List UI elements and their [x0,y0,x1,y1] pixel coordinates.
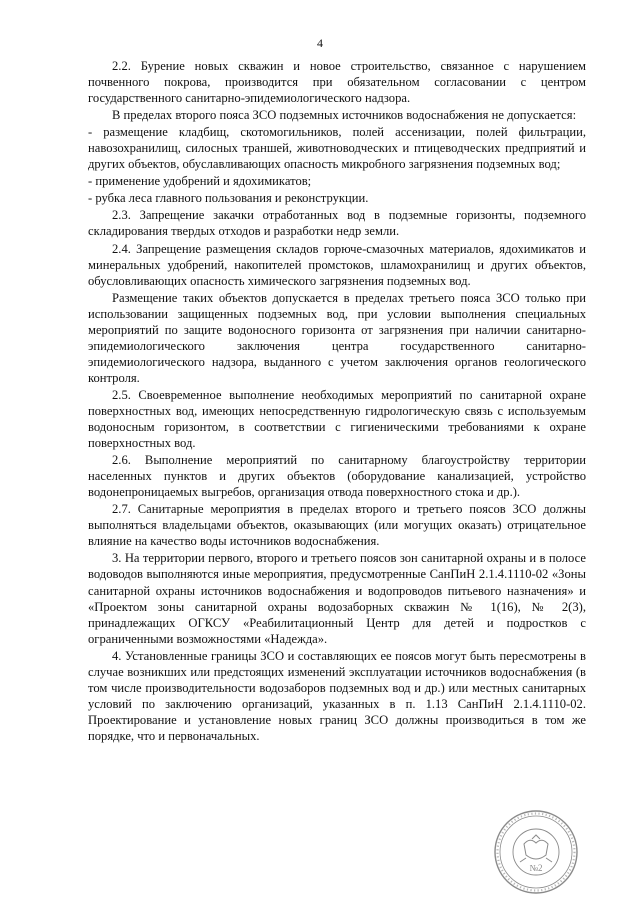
seal-number: №2 [529,863,543,873]
document-body [88,58,586,745]
official-seal-stamp [492,808,580,896]
list-item-logging: - рубка леса главного пользования и реконструкции. [88,191,369,206]
paragraph-2-3: 2.3. Запрещение закачки отработанных вод в подземные горизонты, подземного складирования твердых отходов и разработки недр земли. [88,208,586,239]
paragraph-zone2-intro: В пределах второго пояса ЗСО подземных источников водоснабжения не допускается: [112,108,577,123]
seal-graphic [492,808,580,896]
page-number: 4 [317,36,323,50]
paragraph-2-5: 2.5. Своевременное выполнение необходимых мероприятий по санитарной охране поверхностных вод, имеющих непосредственную гидрологическую связь с используемым водоносным горизонтом, в соответствии с гигиеническими требованиями к охране поверхностных вод. [88,387,586,451]
paragraph-2-6: 2.6. Выполнение мероприятий по санитарному благоустройству территории населенных пунктов и других объектов (оборудование канализацией, устройство водонепроницаемых выгребов, организация отвода поверхностного стока и др.). [88,453,586,500]
paragraph-2-4: 2.4. Запрещение размещения складов горюче-смазочных материалов, ядохимикатов и минеральных удобрений, накопителей промстоков, шламохранилищ и других объектов, обусловливающих опасность химического загрязнения подземных вод. [88,241,586,288]
list-item-cemeteries: - размещение кладбищ, скотомогильников, полей ассенизации, полей фильтрации, навозохранилищ, силосных траншей, животноводческих и птицеводческих предприятий и других объектов, обуславливающих опасность микробного загрязнения подземных вод; [88,125,586,172]
paragraph-2-2: 2.2. Бурение новых скважин и новое строительство, связанное с нарушением почвенного покрова, производится при обязательном согласовании с центром государственного санитарно-эпидемиологического надзора. [88,59,586,106]
list-item-fertilizers: - применение удобрений и ядохимикатов; [88,174,312,189]
paragraph-4: 4. Установленные границы ЗСО и составляющих ее поясов могут быть пересмотрены в случае возникших или предстоящих изменений эксплуатации источников водоснабжения (в том числе производительности водозаборов подземных вод и др.) или местных санитарных условий по заключению организаций, указанных в п. 1.13 СанПиН 2.1.4.1110-02. Проектирование и установление новых границ ЗСО должны производиться в том же порядке, что и первоначальных. [88,648,586,743]
paragraph-placement: Размещение таких объектов допускается в пределах третьего пояса ЗСО только при использовании защищенных подземных вод, при условии выполнения специальных мероприятий по защите водоносного горизонта от загрязнения при наличии санитарно-эпидемиологического заключения центра государственного санитарно-эпидемиологического надзора, выданного с учетом заключения органов геологического контроля. [88,290,586,385]
paragraph-3: 3. На территории первого, второго и третьего поясов зон санитарной охраны и в полосе водоводов выполняются иные мероприятия, предусмотренные СанПиН 2.1.4.1110-02 «Зоны санитарной охраны источников водоснабжения и водопроводов питьевого назначения» и «Проектом зоны санитарной охраны водозаборных скважин № 1(16), № 2(3), принадлежащих ОГКСУ «Реабилитационный Центр для детей и подростков с ограниченными возможностями «Надежда». [88,551,586,646]
paragraph-2-7: 2.7. Санитарные мероприятия в пределах второго и третьего поясов ЗСО должны выполняться владельцами объектов, оказывающих (или могущих оказать) отрицательное влияние на качество воды источников водоснабжения. [88,502,586,549]
